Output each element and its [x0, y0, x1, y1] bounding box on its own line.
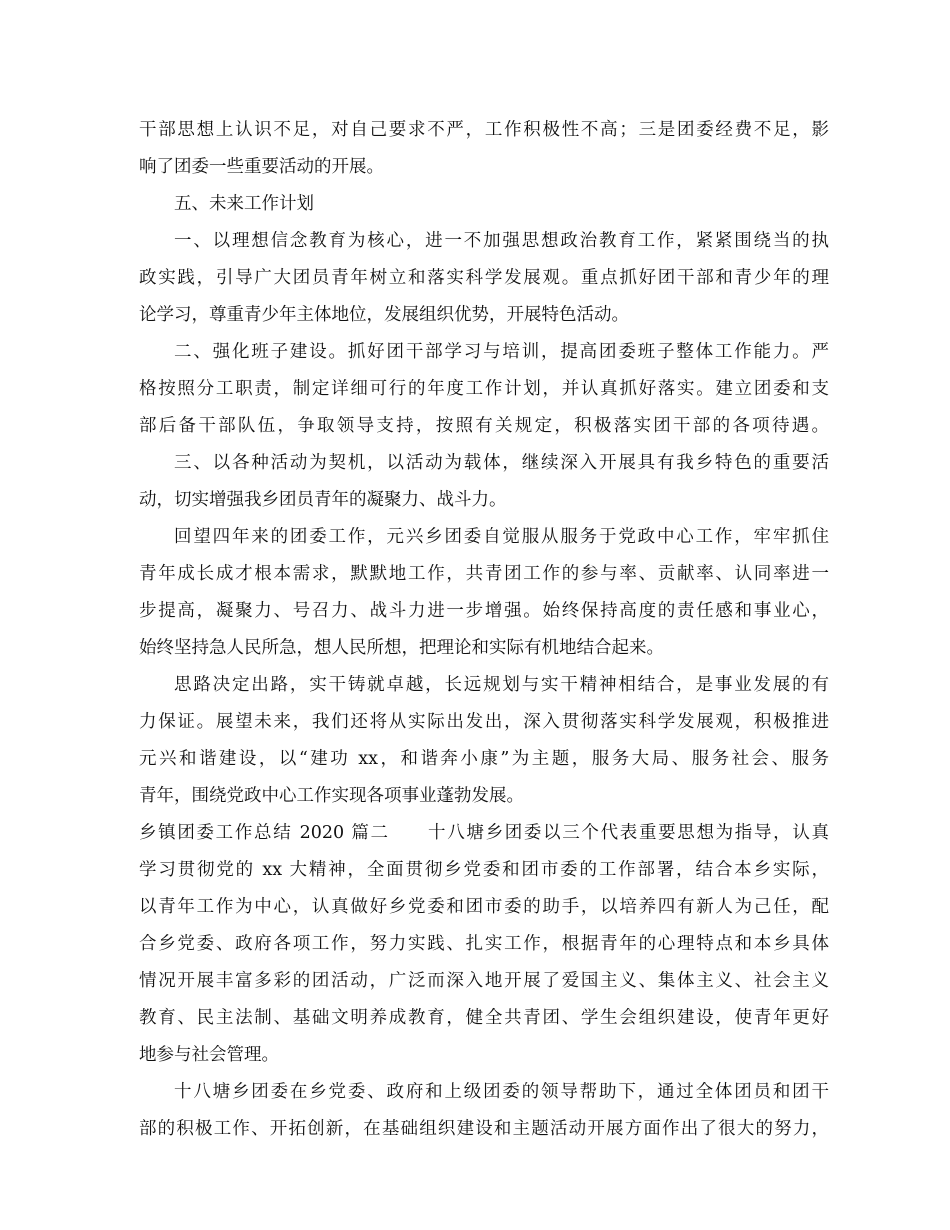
text-line: 教育、民主法制、基础文明养成教育，健全共青团、学生会组织建设，使青年更好: [139, 1008, 829, 1028]
text-line: 合乡党委、政府各项工作，努力实践、扎实工作，根据青年的心理特点和本乡具体: [139, 934, 829, 954]
text-line: 情况开展丰富多彩的团活动，广泛而深入地开展了爱国主义、集体主义、社会主义: [139, 971, 829, 991]
text-line: 部后备干部队伍，争取领导支持，按照有关规定，积极落实团干部的各项待遇。: [139, 416, 829, 436]
text-line: 三、以各种活动为契机，以活动为载体，继续深入开展具有我乡特色的重要活: [174, 453, 829, 473]
text-line: 响了团委一些重要活动的开展。: [139, 157, 384, 177]
text-line: 学习贯彻党的 xx 大精神，全面贯彻乡党委和团市委的工作部署，结合本乡实际，: [139, 860, 829, 880]
text-line: 五、未来工作计划: [174, 194, 314, 214]
text-line: 思路决定出路，实干铸就卓越，长远规划与实干精神相结合，是事业发展的有: [174, 675, 829, 695]
text-line: 格按照分工职责，制定详细可行的年度工作计划，并认真抓好落实。建立团委和支: [139, 379, 829, 399]
text-line: 部的积极工作、开拓创新，在基础组织建设和主题活动开展方面作出了很大的努力，: [139, 1119, 829, 1139]
document-body: [139, 112, 829, 1148]
text-line: 一、以理想信念教育为核心，进一不加强思想政治教育工作，紧紧围绕当的执: [174, 231, 829, 251]
text-line: 回望四年来的团委工作，元兴乡团委自觉服从服务于党政中心工作，牢牢抓住: [174, 527, 829, 547]
text-line: 政实践，引导广大团员青年树立和落实科学发展观。重点抓好团干部和青少年的理: [139, 268, 829, 288]
text-line: 青年成长成才根本需求，默默地工作，共青团工作的参与率、贡献率、认同率进一: [139, 564, 829, 584]
text-line: 元兴和谐建设，以“建功 xx，和谐奔小康”为主题，服务大局、服务社会、服务: [139, 749, 829, 769]
text-line: 始终坚持急人民所急，想人民所想，把理论和实际有机地结合起来。: [139, 638, 664, 658]
text-line: 步提高，凝聚力、号召力、战斗力进一步增强。始终保持高度的责任感和事业心，: [139, 601, 829, 621]
text-line: 力保证。展望未来，我们还将从实际出发出，深入贯彻落实科学发展观，积极推进: [139, 712, 829, 732]
text-line: 青年，围绕党政中心工作实现各项事业蓬勃发展。: [139, 786, 524, 806]
text-line: 干部思想上认识不足，对自己要求不严，工作积极性不高；三是团委经费不足，影: [139, 120, 829, 140]
text-line: 地参与社会管理。: [139, 1045, 279, 1065]
text-line: 论学习，尊重青少年主体地位，发展组织优势，开展特色活动。: [139, 305, 629, 325]
text-line: 乡镇团委工作总结 2020 篇二 十八塘乡团委以三个代表重要思想为指导，认真: [139, 823, 829, 843]
text-line: 二、强化班子建设。抓好团干部学习与培训，提高团委班子整体工作能力。严: [174, 342, 829, 362]
text-line: 动，切实增强我乡团员青年的凝聚力、战斗力。: [139, 490, 507, 510]
text-line: 十八塘乡团委在乡党委、政府和上级团委的领导帮助下，通过全体团员和团干: [174, 1082, 829, 1102]
text-line: 以青年工作为中心，认真做好乡党委和团市委的助手，以培养四有新人为己任，配: [139, 897, 829, 917]
